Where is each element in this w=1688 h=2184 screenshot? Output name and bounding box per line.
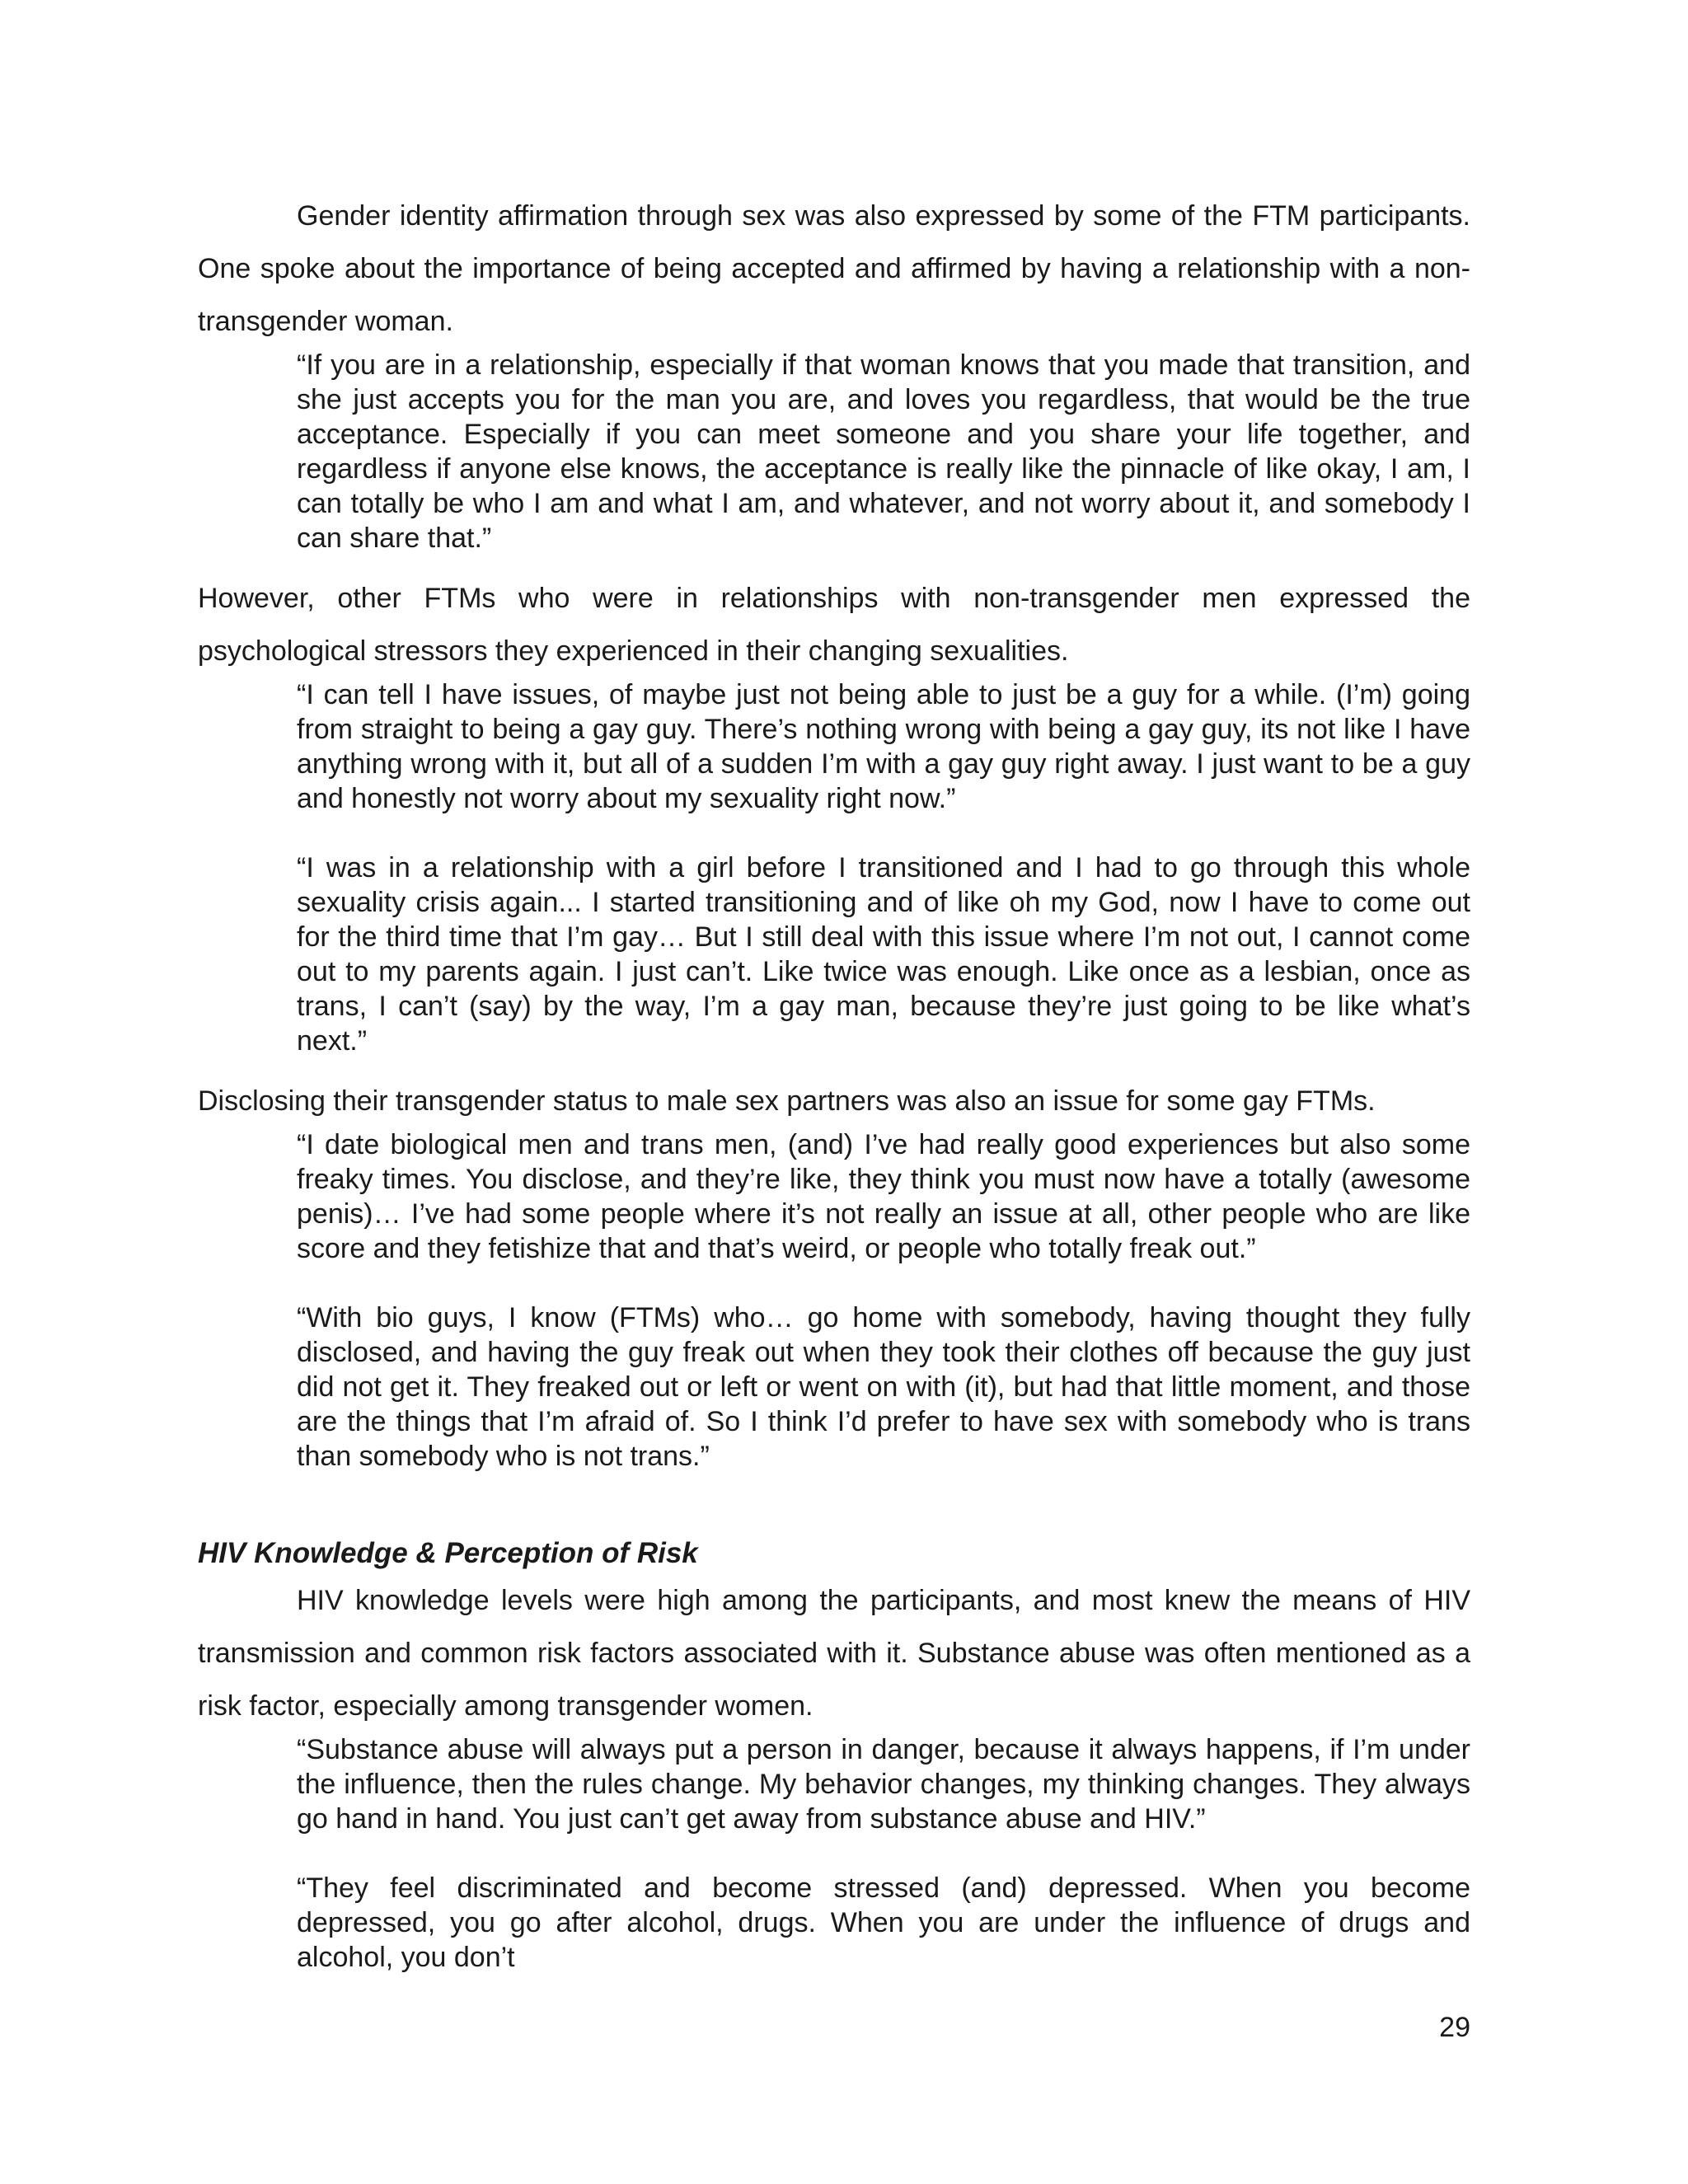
document-page — [198, 190, 1470, 1975]
quote-discrimination: “They feel discriminated and become stressed (and) depressed. When you become depressed, you go after alcohol, drugs. When you are under the influence of drugs and alcohol, you don’t — [297, 1872, 1470, 1973]
body-paragraph-hiv-knowledge: HIV knowledge levels were high among the participants, and most knew the means of HIV transmission and common risk factors associated with it. Substance abuse was often mentioned as a risk factor, especially among transgender women. — [198, 1585, 1470, 1722]
body-paragraph-ftm-affirmation: Gender identity affirmation through sex was also expressed by some of the FTM participants. One spoke about the importance of being accepted and affirmed by having a relationship with a non-transgender woman. — [198, 200, 1470, 337]
page-number: 29 — [1439, 2012, 1470, 2043]
quote-bio-guys: “With bio guys, I know (FTMs) who… go home with somebody, having thought they fully disclosed, and having the guy freak out when they took their clothes off because the guy just did not get it. They freaked out or left or went on with (it), but had that little moment, and those are the things that I’m afraid of. So I think I’d prefer to have sex with somebody who is trans than somebody who is not trans.” — [297, 1302, 1470, 1472]
section-heading: HIV Knowledge & Perception of Risk — [198, 1537, 698, 1569]
body-paragraph-psychological-stressors: However, other FTMs who were in relationships with non-transgender men expressed the psychological stressors they experienced in their changing sexualities. — [198, 583, 1470, 667]
quote-gay-guy-issues: “I can tell I have issues, of maybe just not being able to just be a guy for a while. (I’m) going from straight to being a gay guy. There’s nothing wrong with being a gay guy, its not like I have anything wrong with it, but all of a sudden I’m with a gay guy right away. I just want to be a guy and honestly not worry about my sexuality right now.” — [297, 679, 1470, 814]
quote-substance-abuse: “Substance abuse will always put a person in danger, because it always happens, if I’m under the influence, then the rules change. My behavior changes, my thinking changes. They always go hand in hand. You just can’t get away from substance abuse and HIV.” — [297, 1734, 1470, 1835]
body-paragraph-disclosure: Disclosing their transgender status to male sex partners was also an issue for some gay FTMs. — [198, 1085, 1376, 1117]
quote-relationship-acceptance: “If you are in a relationship, especially if that woman knows that you made that transition, and she just accepts you for the man you are, and loves you regardless, that would be the true acceptance. Especially if you can meet someone and you share your life together, and regardless if anyone else knows, the acceptance is really like the pinnacle of like okay, I am, I can totally be who I am and what I am, and whatever, and not worry about it, and somebody I can share that.” — [297, 349, 1470, 554]
quote-dating-experiences: “I date biological men and trans men, (and) I’ve had really good experiences but also some freaky times. You disclose, and they’re like, they think you must now have a totally (awesome penis)… I’ve had some people where it’s not really an issue at all, other people who are like score and they fetishize that and that’s weird, or people who totally freak out.” — [297, 1129, 1470, 1264]
quote-sexuality-crisis: “I was in a relationship with a girl before I transitioned and I had to go through this whole sexuality crisis again... I started transitioning and of like oh my God, now I have to come out for the third time that I’m gay… But I still deal with this issue where I’m not out, I cannot come out to my parents again. I just can’t. Like twice was enough. Like once as a lesbian, once as trans, I can’t (say) by the way, I’m a gay man, because they’re just going to be like what’s next.” — [297, 852, 1470, 1057]
